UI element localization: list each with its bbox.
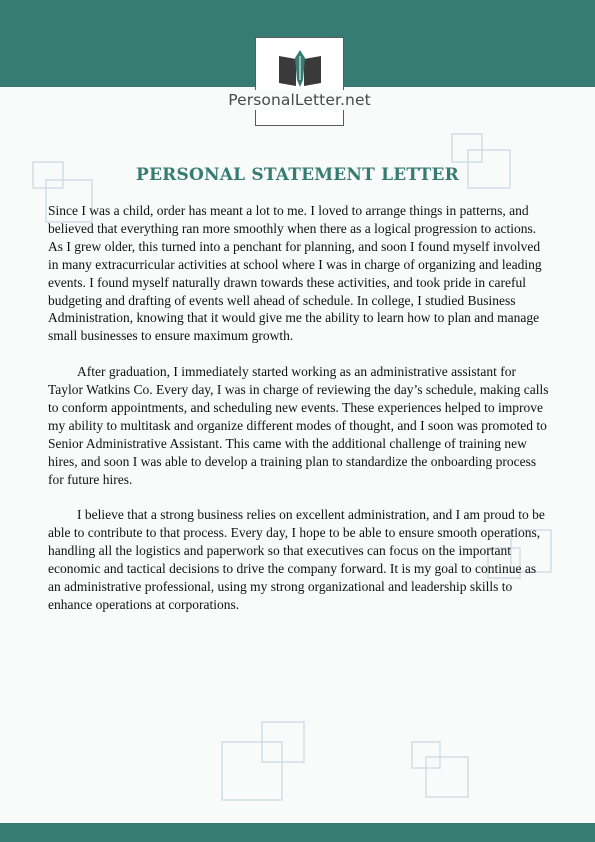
logo-underline [255, 118, 344, 126]
page-title: PERSONAL STATEMENT LETTER [136, 165, 459, 185]
book-pen-logo-icon [277, 50, 323, 88]
paragraph-3: I believe that a strong business relies on excellent administration, and I am proud to be able to contribute to that process. Every day, I hope to be able to ensure smooth operations, handling all the logistics and paperwork so that executives can focus on the important economic and tactical decisions to drive the company forward. It is my goal to continue as an administrative professional, using my strong organizational and leadership skills to enhance operations at corporations. [48, 507, 545, 612]
footer-band [0, 823, 595, 842]
paragraph-2: After graduation, I immediately started working as an administrative assistant for Taylor Watkins Co. Every day, I was in charge of reviewing the day’s schedule, making calls to conform appointments, and scheduling new events. These experiences helped to improve my ability to multitask and organize different modes of thought, and I soon was promoted to Senior Administrative Assistant. This came with the additional challenge of training new hires, and soon I was able to develop a training plan to standardize the onboarding process for future hires. [48, 364, 549, 487]
brand-name: PersonalLetter.net [208, 90, 391, 110]
letter-body [48, 202, 552, 632]
paragraph-1: Since I was a child, order has meant a lot to me. I loved to arrange things in patterns, and believed that everything ran more smoothly when there as a logical progression to actions. As I grew older, this turned into a penchant for planning, and soon I found myself involved in many extracurricular activities at school where I was in charge of organizing and leading events. I found myself naturally drawn towards these activities, and took pride in careful budgeting and drafting of events well ahead of schedule. In college, I studied Business Administration, knowing that it would give me the ability to learn how to plan and manage small businesses to ensure maximum growth. [48, 203, 542, 344]
